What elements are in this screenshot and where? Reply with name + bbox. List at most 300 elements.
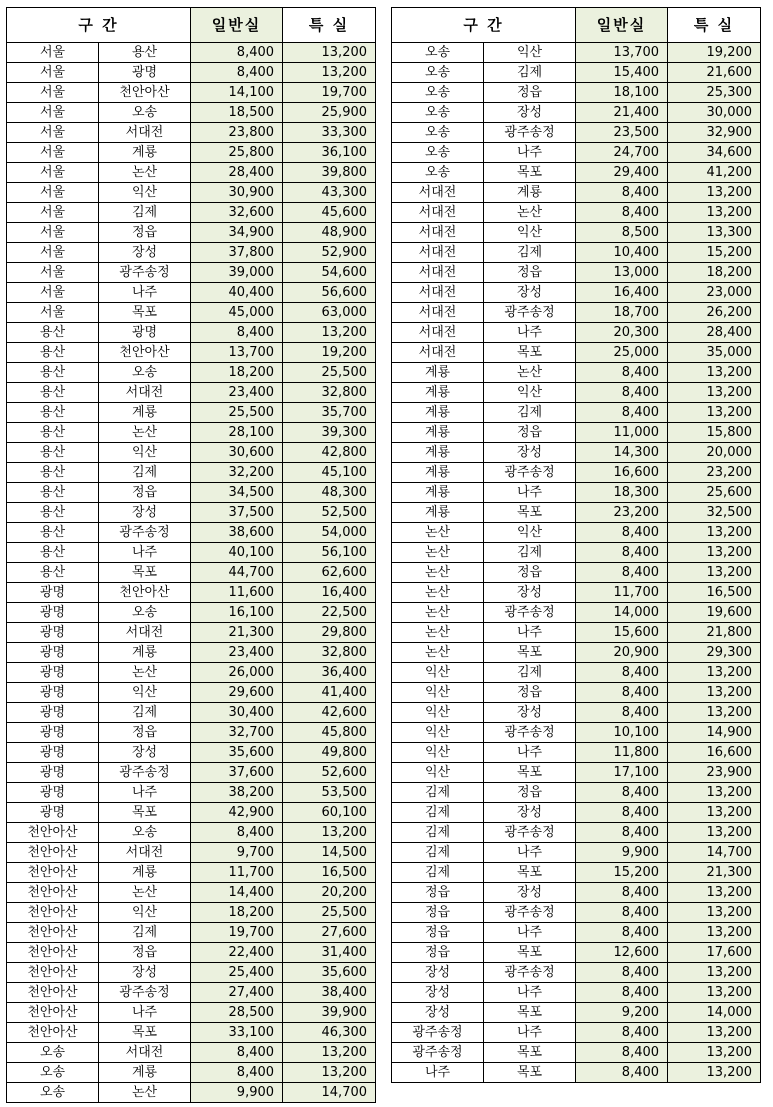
- normal-fare: 8,400: [191, 1043, 283, 1063]
- special-fare: 19,200: [283, 343, 376, 363]
- normal-fare: 15,600: [576, 623, 668, 643]
- from-station: 광명: [7, 663, 99, 683]
- to-station: 광주송정: [484, 463, 576, 483]
- from-station: 용산: [7, 363, 99, 383]
- special-fare: 54,600: [283, 263, 376, 283]
- table-row: [392, 1043, 761, 1063]
- special-fare: 13,200: [668, 1063, 761, 1083]
- from-station: 천안아산: [7, 1023, 99, 1043]
- special-fare: 13,200: [668, 683, 761, 703]
- special-fare: 32,500: [668, 503, 761, 523]
- table-row: [392, 763, 761, 783]
- to-station: 나주: [99, 283, 191, 303]
- normal-fare: 8,400: [576, 683, 668, 703]
- normal-fare: 8,400: [576, 563, 668, 583]
- special-fare: 53,500: [283, 783, 376, 803]
- special-fare: 45,800: [283, 723, 376, 743]
- special-fare: 13,200: [668, 543, 761, 563]
- from-station: 오송: [392, 123, 484, 143]
- normal-fare: 8,400: [576, 383, 668, 403]
- special-fare: 13,200: [283, 1063, 376, 1083]
- from-station: 용산: [7, 443, 99, 463]
- special-fare: 32,800: [283, 643, 376, 663]
- table-row: [7, 843, 376, 863]
- special-fare: 25,300: [668, 83, 761, 103]
- normal-fare: 27,400: [191, 983, 283, 1003]
- normal-fare: 8,400: [576, 803, 668, 823]
- special-fare: 33,300: [283, 123, 376, 143]
- table-row: [392, 243, 761, 263]
- normal-fare: 19,700: [191, 923, 283, 943]
- table-row: [7, 123, 376, 143]
- special-fare: 13,200: [668, 1023, 761, 1043]
- table-row: [392, 63, 761, 83]
- from-station: 천안아산: [7, 903, 99, 923]
- normal-fare: 8,400: [576, 983, 668, 1003]
- table-row: [7, 323, 376, 343]
- normal-fare: 30,900: [191, 183, 283, 203]
- header-normal-class: 일반실: [576, 8, 668, 43]
- to-station: 논산: [99, 1083, 191, 1103]
- table-row: [392, 683, 761, 703]
- table-row: [392, 443, 761, 463]
- to-station: 광명: [99, 323, 191, 343]
- table-row: [392, 963, 761, 983]
- to-station: 논산: [99, 423, 191, 443]
- from-station: 김제: [392, 803, 484, 823]
- to-station: 오송: [99, 363, 191, 383]
- table-row: [7, 863, 376, 883]
- from-station: 오송: [7, 1063, 99, 1083]
- to-station: 나주: [484, 843, 576, 863]
- special-fare: 21,600: [668, 63, 761, 83]
- from-station: 논산: [392, 623, 484, 643]
- from-station: 논산: [392, 563, 484, 583]
- table-row: [7, 983, 376, 1003]
- table-row: [392, 1023, 761, 1043]
- table-row: [7, 963, 376, 983]
- special-fare: 23,000: [668, 283, 761, 303]
- to-station: 장성: [484, 703, 576, 723]
- table-row: [392, 823, 761, 843]
- table-row: [392, 363, 761, 383]
- from-station: 용산: [7, 463, 99, 483]
- special-fare: 25,500: [283, 363, 376, 383]
- special-fare: 54,000: [283, 523, 376, 543]
- special-fare: 31,400: [283, 943, 376, 963]
- to-station: 정읍: [484, 683, 576, 703]
- table-row: [392, 403, 761, 423]
- special-fare: 14,900: [668, 723, 761, 743]
- normal-fare: 8,400: [191, 823, 283, 843]
- from-station: 서울: [7, 143, 99, 163]
- from-station: 익산: [392, 763, 484, 783]
- special-fare: 34,600: [668, 143, 761, 163]
- special-fare: 14,500: [283, 843, 376, 863]
- table-row: [392, 723, 761, 743]
- to-station: 논산: [99, 883, 191, 903]
- from-station: 용산: [7, 403, 99, 423]
- to-station: 정읍: [99, 723, 191, 743]
- special-fare: 49,800: [283, 743, 376, 763]
- to-station: 광주송정: [99, 763, 191, 783]
- to-station: 김제: [484, 63, 576, 83]
- from-station: 정읍: [392, 903, 484, 923]
- to-station: 목포: [99, 803, 191, 823]
- normal-fare: 37,500: [191, 503, 283, 523]
- from-station: 오송: [7, 1043, 99, 1063]
- from-station: 계룡: [392, 423, 484, 443]
- to-station: 서대전: [99, 123, 191, 143]
- from-station: 장성: [392, 963, 484, 983]
- special-fare: 13,300: [668, 223, 761, 243]
- special-fare: 21,800: [668, 623, 761, 643]
- table-row: [7, 723, 376, 743]
- to-station: 광주송정: [484, 903, 576, 923]
- special-fare: 45,600: [283, 203, 376, 223]
- to-station: 목포: [484, 643, 576, 663]
- special-fare: 13,200: [668, 183, 761, 203]
- table-row: [392, 323, 761, 343]
- from-station: 용산: [7, 563, 99, 583]
- normal-fare: 10,100: [576, 723, 668, 743]
- special-fare: 13,200: [668, 203, 761, 223]
- normal-fare: 20,900: [576, 643, 668, 663]
- table-row: [7, 923, 376, 943]
- from-station: 서울: [7, 163, 99, 183]
- to-station: 목포: [99, 563, 191, 583]
- normal-fare: 8,400: [191, 1063, 283, 1083]
- to-station: 김제: [484, 663, 576, 683]
- normal-fare: 18,200: [191, 363, 283, 383]
- to-station: 익산: [99, 683, 191, 703]
- special-fare: 35,000: [668, 343, 761, 363]
- normal-fare: 23,400: [191, 643, 283, 663]
- from-station: 서울: [7, 263, 99, 283]
- normal-fare: 32,700: [191, 723, 283, 743]
- from-station: 서대전: [392, 183, 484, 203]
- from-station: 나주: [392, 1063, 484, 1083]
- table-row: [7, 303, 376, 323]
- normal-fare: 30,400: [191, 703, 283, 723]
- special-fare: 42,600: [283, 703, 376, 723]
- special-fare: 29,300: [668, 643, 761, 663]
- from-station: 천안아산: [7, 943, 99, 963]
- from-station: 광명: [7, 743, 99, 763]
- normal-fare: 8,500: [576, 223, 668, 243]
- table-row: [7, 823, 376, 843]
- from-station: 광명: [7, 803, 99, 823]
- special-fare: 35,700: [283, 403, 376, 423]
- to-station: 서대전: [99, 623, 191, 643]
- table-row: [392, 883, 761, 903]
- from-station: 서울: [7, 183, 99, 203]
- from-station: 논산: [392, 583, 484, 603]
- header-section: 구 간: [392, 8, 576, 43]
- normal-fare: 9,700: [191, 843, 283, 863]
- to-station: 장성: [99, 743, 191, 763]
- special-fare: 21,300: [668, 863, 761, 883]
- normal-fare: 44,700: [191, 563, 283, 583]
- normal-fare: 32,200: [191, 463, 283, 483]
- normal-fare: 9,900: [576, 843, 668, 863]
- to-station: 익산: [484, 383, 576, 403]
- from-station: 천안아산: [7, 983, 99, 1003]
- to-station: 광주송정: [484, 723, 576, 743]
- table-row: [7, 763, 376, 783]
- from-station: 논산: [392, 543, 484, 563]
- special-fare: 56,100: [283, 543, 376, 563]
- to-station: 장성: [484, 883, 576, 903]
- header-section: 구 간: [7, 8, 191, 43]
- normal-fare: 29,600: [191, 683, 283, 703]
- table-row: [392, 843, 761, 863]
- normal-fare: 8,400: [576, 403, 668, 423]
- special-fare: 39,800: [283, 163, 376, 183]
- normal-fare: 28,100: [191, 423, 283, 443]
- to-station: 목포: [484, 1003, 576, 1023]
- from-station: 광명: [7, 643, 99, 663]
- table-row: [7, 603, 376, 623]
- normal-fare: 11,700: [576, 583, 668, 603]
- table-row: [7, 1043, 376, 1063]
- special-fare: 23,900: [668, 763, 761, 783]
- table-row: [392, 383, 761, 403]
- normal-fare: 13,700: [576, 43, 668, 63]
- to-station: 익산: [99, 183, 191, 203]
- special-fare: 45,100: [283, 463, 376, 483]
- special-fare: 32,900: [668, 123, 761, 143]
- from-station: 김제: [392, 843, 484, 863]
- normal-fare: 25,500: [191, 403, 283, 423]
- from-station: 계룡: [392, 463, 484, 483]
- from-station: 계룡: [392, 503, 484, 523]
- table-row: [7, 1023, 376, 1043]
- table-row: [7, 543, 376, 563]
- normal-fare: 34,500: [191, 483, 283, 503]
- table-row: [7, 523, 376, 543]
- to-station: 나주: [99, 543, 191, 563]
- special-fare: 19,200: [668, 43, 761, 63]
- special-fare: 17,600: [668, 943, 761, 963]
- fare-table-right: [391, 7, 761, 1083]
- table-row: [7, 103, 376, 123]
- normal-fare: 33,100: [191, 1023, 283, 1043]
- to-station: 광주송정: [484, 603, 576, 623]
- to-station: 천안아산: [99, 343, 191, 363]
- to-station: 광주송정: [484, 823, 576, 843]
- special-fare: 52,500: [283, 503, 376, 523]
- normal-fare: 23,200: [576, 503, 668, 523]
- normal-fare: 8,400: [576, 883, 668, 903]
- table-row: [392, 523, 761, 543]
- special-fare: 25,900: [283, 103, 376, 123]
- to-station: 정읍: [484, 783, 576, 803]
- table-row: [7, 483, 376, 503]
- to-station: 장성: [99, 503, 191, 523]
- from-station: 광주송정: [392, 1023, 484, 1043]
- normal-fare: 23,800: [191, 123, 283, 143]
- normal-fare: 42,900: [191, 803, 283, 823]
- normal-fare: 8,400: [576, 963, 668, 983]
- table-row: [7, 43, 376, 63]
- from-station: 서대전: [392, 223, 484, 243]
- from-station: 익산: [392, 703, 484, 723]
- special-fare: 13,200: [668, 823, 761, 843]
- from-station: 용산: [7, 523, 99, 543]
- normal-fare: 38,600: [191, 523, 283, 543]
- special-fare: 63,000: [283, 303, 376, 323]
- special-fare: 60,100: [283, 803, 376, 823]
- from-station: 용산: [7, 543, 99, 563]
- normal-fare: 25,800: [191, 143, 283, 163]
- to-station: 익산: [484, 43, 576, 63]
- table-row: [7, 363, 376, 383]
- from-station: 서대전: [392, 263, 484, 283]
- from-station: 용산: [7, 423, 99, 443]
- special-fare: 13,200: [668, 663, 761, 683]
- from-station: 서울: [7, 283, 99, 303]
- table-row: [7, 83, 376, 103]
- table-row: [392, 103, 761, 123]
- table-row: [7, 503, 376, 523]
- table-row: [392, 303, 761, 323]
- table-row: [392, 203, 761, 223]
- from-station: 광명: [7, 583, 99, 603]
- to-station: 김제: [99, 203, 191, 223]
- normal-fare: 18,100: [576, 83, 668, 103]
- from-station: 천안아산: [7, 823, 99, 843]
- table-row: [7, 403, 376, 423]
- to-station: 정읍: [99, 483, 191, 503]
- to-station: 광명: [99, 63, 191, 83]
- special-fare: 19,700: [283, 83, 376, 103]
- table-row: [7, 383, 376, 403]
- from-station: 서울: [7, 123, 99, 143]
- table-row: [7, 263, 376, 283]
- normal-fare: 17,100: [576, 763, 668, 783]
- from-station: 장성: [392, 983, 484, 1003]
- to-station: 정읍: [484, 83, 576, 103]
- to-station: 광주송정: [484, 963, 576, 983]
- table-row: [7, 463, 376, 483]
- special-fare: 23,200: [668, 463, 761, 483]
- from-station: 논산: [392, 523, 484, 543]
- from-station: 서울: [7, 303, 99, 323]
- from-station: 서울: [7, 43, 99, 63]
- normal-fare: 8,400: [576, 543, 668, 563]
- table-row: [7, 203, 376, 223]
- table-row: [7, 183, 376, 203]
- special-fare: 13,200: [668, 1043, 761, 1063]
- table-row: [7, 743, 376, 763]
- to-station: 목포: [99, 303, 191, 323]
- to-station: 장성: [484, 283, 576, 303]
- normal-fare: 10,400: [576, 243, 668, 263]
- table-row: [7, 563, 376, 583]
- to-station: 김제: [99, 463, 191, 483]
- normal-fare: 32,600: [191, 203, 283, 223]
- special-fare: 13,200: [668, 523, 761, 543]
- special-fare: 13,200: [283, 63, 376, 83]
- table-row: [7, 223, 376, 243]
- normal-fare: 21,400: [576, 103, 668, 123]
- special-fare: 42,800: [283, 443, 376, 463]
- from-station: 용산: [7, 383, 99, 403]
- normal-fare: 40,100: [191, 543, 283, 563]
- from-station: 서대전: [392, 343, 484, 363]
- special-fare: 48,900: [283, 223, 376, 243]
- to-station: 나주: [484, 923, 576, 943]
- to-station: 광주송정: [484, 123, 576, 143]
- table-row: [392, 263, 761, 283]
- table-row: [7, 1083, 376, 1103]
- normal-fare: 18,500: [191, 103, 283, 123]
- table-row: [7, 583, 376, 603]
- to-station: 나주: [484, 983, 576, 1003]
- header-normal-class: 일반실: [191, 8, 283, 43]
- to-station: 장성: [484, 103, 576, 123]
- normal-fare: 8,400: [576, 903, 668, 923]
- normal-fare: 8,400: [576, 203, 668, 223]
- special-fare: 16,500: [283, 863, 376, 883]
- special-fare: 32,800: [283, 383, 376, 403]
- from-station: 정읍: [392, 883, 484, 903]
- special-fare: 13,200: [668, 783, 761, 803]
- from-station: 서울: [7, 203, 99, 223]
- normal-fare: 8,400: [576, 1023, 668, 1043]
- to-station: 정읍: [484, 263, 576, 283]
- normal-fare: 20,300: [576, 323, 668, 343]
- normal-fare: 8,400: [576, 1063, 668, 1083]
- from-station: 용산: [7, 343, 99, 363]
- from-station: 용산: [7, 483, 99, 503]
- from-station: 정읍: [392, 943, 484, 963]
- to-station: 나주: [99, 783, 191, 803]
- to-station: 정읍: [484, 423, 576, 443]
- to-station: 계룡: [99, 863, 191, 883]
- from-station: 익산: [392, 683, 484, 703]
- special-fare: 13,200: [283, 323, 376, 343]
- from-station: 오송: [392, 83, 484, 103]
- normal-fare: 11,700: [191, 863, 283, 883]
- table-row: [7, 703, 376, 723]
- table-row: [392, 143, 761, 163]
- normal-fare: 35,600: [191, 743, 283, 763]
- special-fare: 41,200: [668, 163, 761, 183]
- to-station: 목포: [484, 943, 576, 963]
- special-fare: 13,200: [668, 383, 761, 403]
- from-station: 광명: [7, 723, 99, 743]
- special-fare: 52,600: [283, 763, 376, 783]
- table-row: [392, 163, 761, 183]
- special-fare: 13,200: [668, 363, 761, 383]
- table-row: [392, 983, 761, 1003]
- to-station: 목포: [484, 1043, 576, 1063]
- special-fare: 14,700: [283, 1083, 376, 1103]
- to-station: 나주: [484, 743, 576, 763]
- from-station: 용산: [7, 503, 99, 523]
- from-station: 서대전: [392, 243, 484, 263]
- normal-fare: 8,400: [576, 703, 668, 723]
- to-station: 나주: [484, 143, 576, 163]
- normal-fare: 13,000: [576, 263, 668, 283]
- table-row: [392, 1003, 761, 1023]
- to-station: 논산: [99, 163, 191, 183]
- table-row: [392, 623, 761, 643]
- table-row: [7, 943, 376, 963]
- table-row: [392, 43, 761, 63]
